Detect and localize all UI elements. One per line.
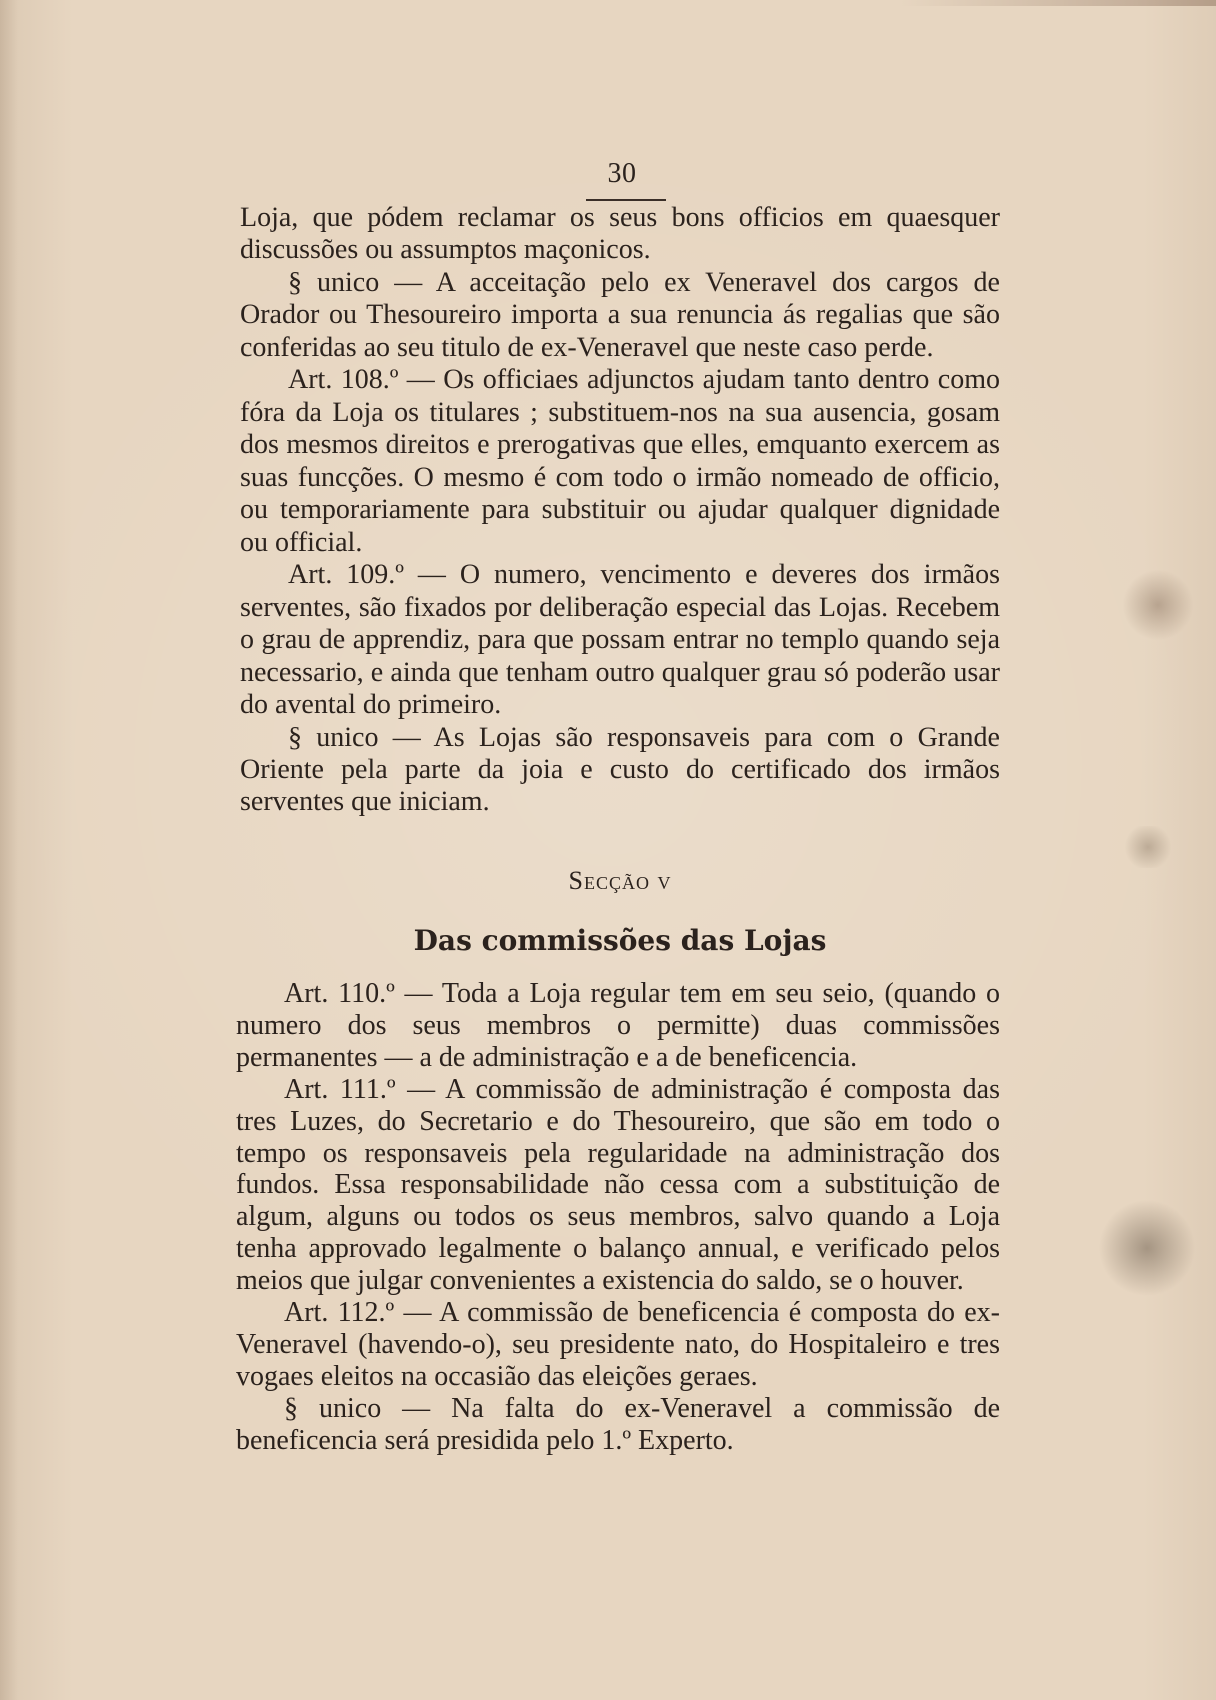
page-number-rule [586, 199, 666, 201]
paragraph: Art. 111.º — A commissão de administração é composta das tres Luzes, do Secretario e do Thesoureiro, que são em todo o tempo os responsaveis pela regularidade na administração dos fundos. Essa responsabilidade não cessa com a substituição de algum, alguns ou todos os seus membros, salvo quando a Loja tenha approvado legalmente o balanço annual, e verificado pelos meios que julgar convenientes a existencia do saldo, se o houver. [236, 1073, 1000, 1297]
page-stain [1097, 1198, 1197, 1298]
top-text-block [240, 202, 1000, 819]
paragraph: Loja, que pódem reclamar os seus bons officios em quaesquer discussões ou assumptos maçonicos. [240, 202, 1000, 266]
paragraph: § unico — A acceitação pelo ex Veneravel dos cargos de Orador ou Thesoureiro importa a sua renuncia ás regalias que são conferidas ao seu titulo de ex-Veneravel que neste caso perde. [240, 266, 1000, 363]
paragraph: Art. 112.º — A commissão de beneficencia é composta do ex-Veneravel (havendo-o), seu presidente nato, do Hospitaleiro e tres vogaes eleitos na occasião das eleições geraes. [236, 1297, 1000, 1392]
section-label: Secção v [568, 866, 672, 895]
paragraph: § unico — As Lojas são responsaveis para com o Grande Oriente pela parte da joia e custo do certificado dos irmãos serventes que iniciam. [240, 721, 1000, 818]
page-stain [1120, 566, 1196, 644]
page-stain [1122, 826, 1174, 868]
section-title: Das commissões das Lojas [413, 924, 827, 957]
paragraph: § unico — Na falta do ex-Veneravel a commissão de beneficencia será presidida pelo 1.º Experto. [236, 1392, 1000, 1456]
paragraph: Art. 108.º — Os officiaes adjunctos ajudam tanto dentro como fóra da Loja os titulares ; substituem-nos na sua ausencia, gosam dos mesmos direitos e prerogativas que elles, emquanto exercem as suas funcções. O mesmo é com todo o irmão nomeado de officio, ou temporariamente para substituir ou ajudar qualquer dignidade ou official. [240, 364, 1000, 558]
page-number: 30 [607, 158, 637, 189]
page-edge-shadow [0, 0, 18, 1700]
paragraph: Art. 109.º — O numero, vencimento e deveres dos irmãos serventes, são fixados por deliberação especial das Lojas. Recebem o grau de apprendiz, para que possam entrar no templo quando seja necessario, e ainda que tenham outro qualquer grau só poderão usar do avental do primeiro. [240, 559, 1000, 721]
bottom-text-block [236, 978, 1000, 1457]
paragraph: Art. 110.º — Toda a Loja regular tem em seu seio, (quando o numero dos seus membros o permitte) duas commissões permanentes — a de administração e a de beneficencia. [236, 978, 1000, 1073]
page-top-stain [900, 0, 1216, 6]
